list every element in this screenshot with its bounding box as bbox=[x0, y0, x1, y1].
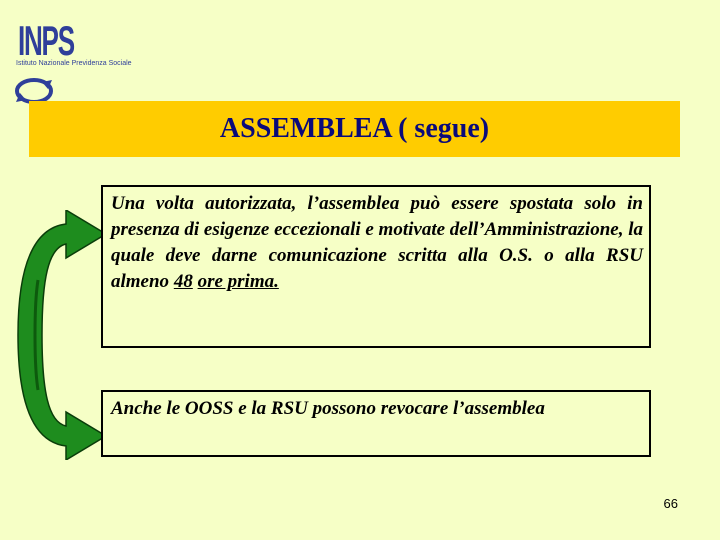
logo-wordmark: INPS bbox=[18, 17, 74, 64]
box1-underlined-48: 48 bbox=[173, 271, 193, 292]
text-box-postponement bbox=[101, 185, 651, 348]
title-bar bbox=[29, 101, 680, 157]
page-title: ASSEMBLEA ( segue) bbox=[219, 113, 490, 144]
curved-arrow-icon bbox=[14, 210, 114, 460]
inps-logo bbox=[10, 18, 140, 108]
logo-subtitle: Istituto Nazionale Previdenza Sociale bbox=[16, 60, 132, 67]
text-box-revocation bbox=[101, 390, 651, 457]
page-number: 66 bbox=[663, 496, 678, 511]
box2-text: Anche le OOSS e la RSU possono revocare l’assemblea bbox=[111, 398, 545, 419]
box1-underlined-ore-prima: ore prima. bbox=[197, 271, 279, 292]
box1-text: Una volta autorizzata, l’assemblea può essere spostata solo in presenza di esigenze eccezionali e motivate dell’Amministrazione, la quale deve darne comunicazione scritta alla O.S. o alla RSU almeno bbox=[111, 193, 643, 292]
